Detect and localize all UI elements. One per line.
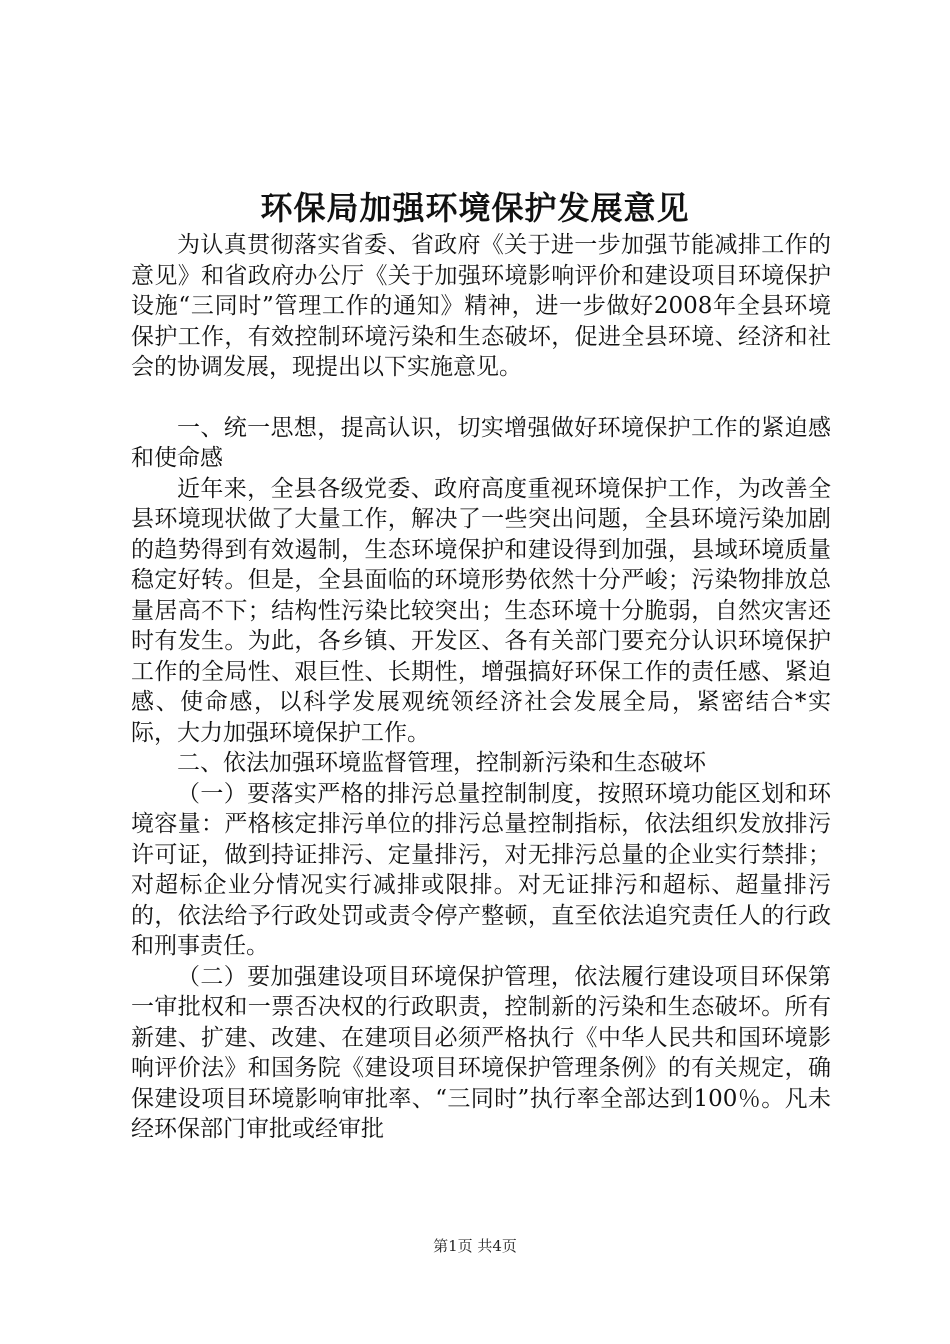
body-paragraph: 近年来，全县各级党委、政府高度重视环境保护工作，为改善全县环境现状做了大量工作，解决了一些突出问题，全县环境污染加剧的趋势得到有效遏制，生态环境保护和建设得到加强，县域环境质量稳定好转。但是，全县面临的环境形势依然十分严峻；污染物排放总量居高不下；结构性污染比较突出；生态环境十分脆弱，自然灾害还时有发生。为此，各乡镇、开发区、各有关部门要充分认识环境保护工作的全局性、艰巨性、长期性，增强搞好环保工作的责任感、紧迫感、使命感，以科学发展观统领经济社会发展全局，紧密结合*实际，大力加强环境保护工作。 [131, 475, 831, 746]
document-title: 环保局加强环境保护发展意见 [260, 189, 690, 227]
body-paragraph: （二）要加强建设项目环境保护管理，依法履行建设项目环保第一审批权和一票否决权的行政职责，控制新的污染和生态破坏。所有新建、扩建、改建、在建项目必须严格执行《中华人民共和国环境影响评价法》和国务院《建设项目环境保护管理条例》的有关规定，确保建设项目环境影响审批率、“三同时”执行率全部达到100％。凡未经环保部门审批或经审批 [131, 963, 831, 1142]
body-paragraph: （一）要落实严格的排污总量控制制度，按照环境功能区划和环境容量：严格核定排污单位的排污总量控制指标，依法组织发放排污许可证，做到持证排污、定量排污，对无排污总量的企业实行禁排；对超标企业分情况实行减排或限排。对无证排污和超标、超量排污的，依法给予行政处罚或责令停产整顿，直至依法追究责任人的行政和刑事责任。 [131, 780, 831, 959]
section-heading-2: 二、依法加强环境监督管理，控制新污染和生态破坏 [177, 750, 706, 776]
section-heading-1: 一、统一思想，提高认识，切实增强做好环境保护工作的紧迫感和使命感 [131, 414, 831, 471]
page-footer: 第1页 共4页 [433, 1237, 517, 1255]
intro-paragraph: 为认真贯彻落实省委、省政府《关于进一步加强节能减排工作的意见》和省政府办公厅《关于加强环境影响评价和建设项目环境保护设施“三同时”管理工作的通知》精神，进一步做好2008年全县环境保护工作，有效控制环境污染和生态破坏，促进全县环境、经济和社会的协调发展，现提出以下实施意见。 [131, 232, 831, 380]
document-body [131, 230, 831, 1145]
